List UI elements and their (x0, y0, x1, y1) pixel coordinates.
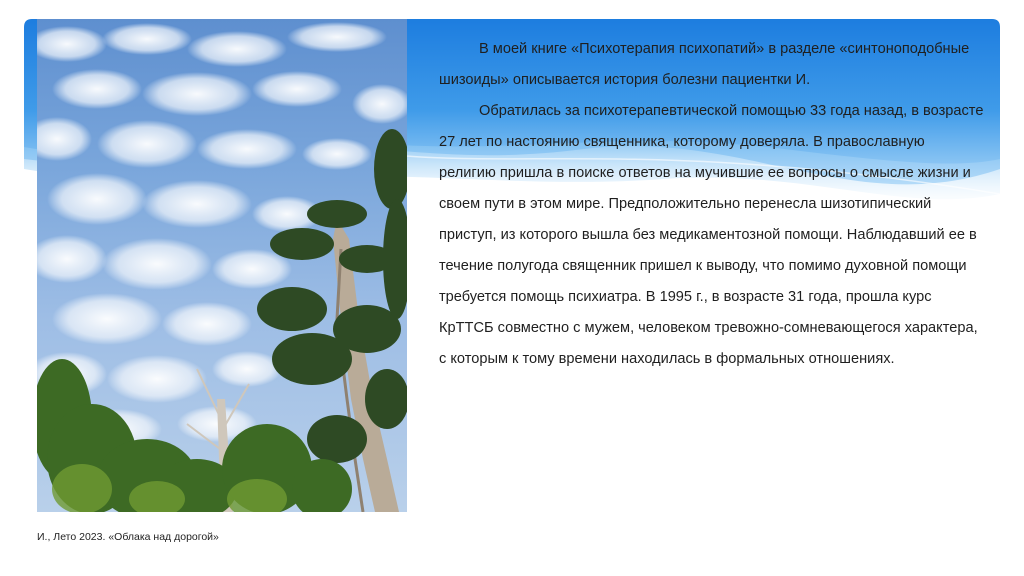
clouds-over-pine-trees-photo (37, 19, 407, 512)
paragraph-history: Обратилась за психотерапевтической помощью 33 года назад, в возрасте 27 лет по настоянию священника, которому доверяла. В православную религию пришла в поиске ответов на мучившие ее вопросы о смысле жизни и своем пути в этом мире. Предположительно перенесла шизотипический приступ, из которого вышла без медикаментозной помощи. Наблюдавший ее в течение полугода священник пришел к выводу, что помимо духовной помощи требуется помощь психиатра. В 1995 г., в возрасте 31 года, прошла курс КрТТСБ совместно с мужем, человеком тревожно-сомневающегося характера, с которым к тому времени находилась в формальных отношениях. (439, 103, 984, 367)
photo-caption: И., Лето 2023. «Облака над дорогой» (37, 531, 219, 543)
paragraph-intro: В моей книге «Психотерапия психопатий» в разделе «синтоноподобные шизоиды» описывается история болезни пациентки И. (439, 41, 970, 88)
slide-body-text (439, 34, 984, 375)
